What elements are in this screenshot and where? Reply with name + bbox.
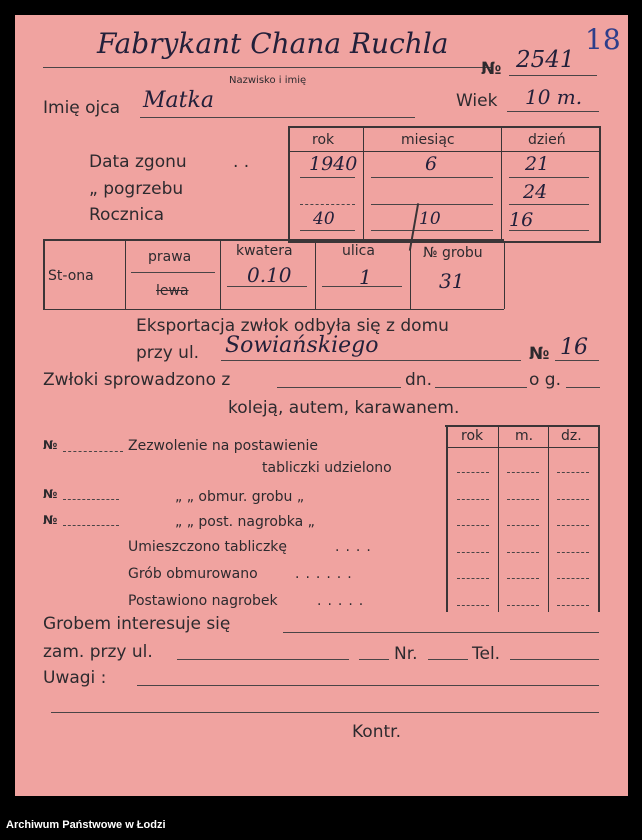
transport-options: koleją, autem, karawanem. (228, 398, 460, 418)
grave-value: 31 (439, 269, 465, 293)
export-street-value: Sowiańskiego (225, 333, 379, 358)
house-number-label: № (529, 344, 550, 364)
export-street-prefix: przy ul. (136, 343, 200, 363)
quarter-value: 0.10 (247, 263, 292, 287)
street-value: 1 (359, 265, 372, 289)
control-label: Kontr. (352, 722, 401, 742)
side-label: St-ona (48, 268, 94, 284)
record-number-value: 2541 (516, 47, 575, 73)
hour-label: o g. (529, 370, 561, 390)
anniversary-day: 16 (509, 209, 534, 231)
permit3-num: № (43, 513, 58, 527)
notes-label: Uwagi : (43, 668, 107, 688)
plot-table (43, 239, 504, 241)
interested-label: Grobem interesuje się (43, 614, 231, 634)
permit1-text-b: tabliczki udzielono (262, 460, 392, 476)
day-label: dn. (405, 370, 432, 390)
street-label: ulica (342, 243, 375, 259)
walled-label: Grób obmurowano (128, 566, 258, 582)
left-label: lewa (156, 283, 189, 299)
archive-caption: Archiwum Państwowe w Łodzi (6, 819, 166, 831)
col-day: dzień (528, 132, 566, 148)
deceased-name: Fabrykant Chana Ruchla (97, 27, 449, 60)
house-number-value: 16 (560, 335, 588, 360)
death-dots: . . (233, 152, 250, 172)
right-label: prawa (148, 249, 192, 265)
permit3-text: „ „ post. nagrobka „ (175, 514, 315, 530)
permit2-text: „ „ obmur. grobu „ (175, 489, 305, 505)
burial-date-label: „ pogrzebu (89, 179, 184, 199)
death-day: 21 (525, 153, 550, 175)
tel-label: Tel. (472, 644, 501, 664)
father-value: Matka (143, 88, 214, 113)
nr-label: Nr. (394, 644, 418, 664)
burial-day: 24 (523, 181, 548, 203)
permit-date-table (445, 425, 600, 427)
anniversary-month: 10 (419, 209, 441, 229)
anniversary-year: 40 (313, 209, 335, 229)
death-year: 1940 (309, 153, 358, 175)
death-month: 6 (425, 153, 438, 175)
father-label: Imię ojca (43, 98, 121, 118)
export-text: Eksportacja zwłok odbyła się z domu (136, 316, 449, 336)
address-label: zam. przy ul. (43, 642, 153, 662)
anniversary-label: Rocznica (89, 205, 164, 225)
age-value: 10 m. (525, 85, 583, 109)
permit1-text-a: Zezwolenie na postawienie (128, 438, 318, 454)
col-month: miesiąc (401, 132, 455, 148)
death-date-label: Data zgonu (89, 152, 187, 172)
registry-card: Fabrykant Chana Ruchla Nazwisko i imię № 2541 18 Imię ojca Matka Wiek 10 m. rok miesiąc dzień Data zgonu . . „ pogrzebu Rocznica 1940 6 21 24 40 10 16 St-ona prawa lewa kwatera 0.10 ulica 1 № grobu 31 Eksportacja zwłok odbyła się z domu przy ul. Sowiańskiego № 16 Zwłoki sprowadzono z dn. o g. koleją, autem, karawanem. № Zezwolenie na postawienie tabliczki udzielono № „ „ obmur. grobu „ № „ „ post. nagrobka „ Umieszczono tabliczkę .... Grób obmurowano ...... Postawiono nagrobek ..... rok m. dz. Grobem interesuje się zam. przy ul. Nr. Tel. Uwagi : Kontr. (15, 15, 628, 796)
permit1-num: № (43, 438, 58, 452)
placed-plaque-label: Umieszczono tabliczkę (128, 539, 288, 555)
permit-col-month: m. (515, 428, 534, 444)
corner-number: 18 (585, 23, 621, 56)
name-caption: Nazwisko i imię (229, 75, 307, 86)
grave-label: № grobu (423, 245, 483, 261)
permit-col-day: dz. (561, 428, 582, 444)
brought-from-label: Zwłoki sprowadzono z (43, 370, 231, 390)
permit2-num: № (43, 487, 58, 501)
permit-col-year: rok (461, 428, 484, 444)
col-year: rok (312, 132, 335, 148)
age-label: Wiek (456, 91, 498, 111)
record-number-label: № (481, 59, 502, 79)
quarter-label: kwatera (236, 243, 293, 259)
tombstone-label: Postawiono nagrobek (128, 593, 278, 609)
